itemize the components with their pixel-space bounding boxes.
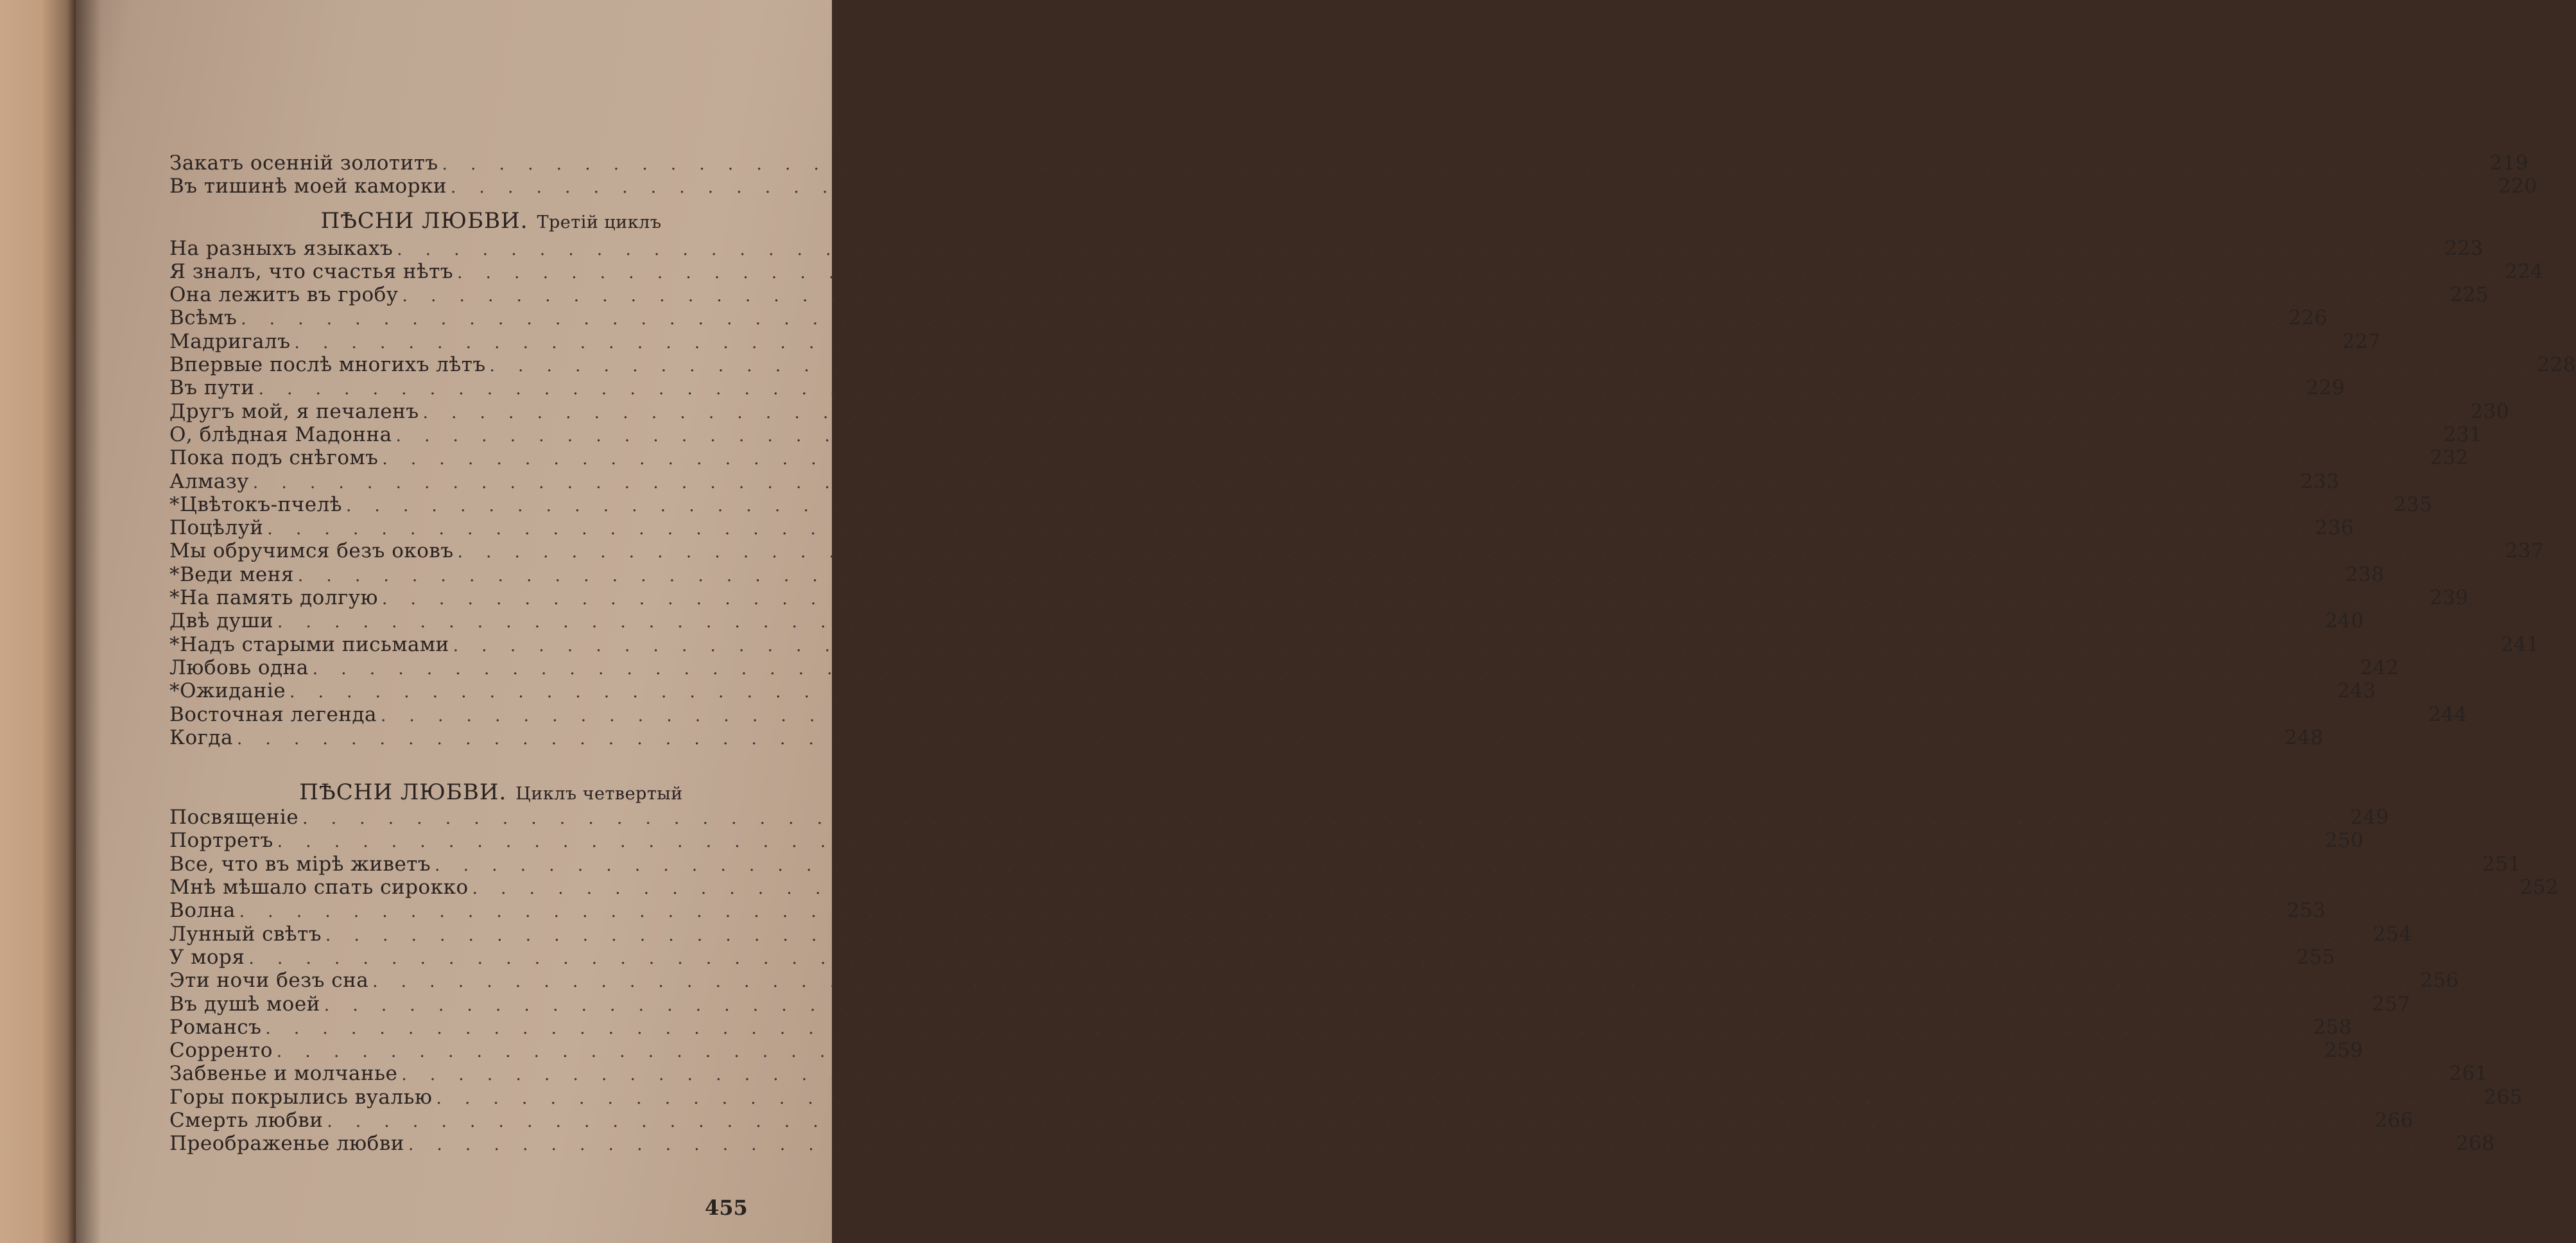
entry-title: Портретъ bbox=[169, 829, 273, 853]
entry-title: Двѣ души bbox=[169, 609, 274, 633]
toc-entry bbox=[169, 469, 2340, 493]
dot-leader bbox=[442, 153, 2486, 176]
entry-title: Въ пути bbox=[169, 376, 255, 400]
entry-page: 252 bbox=[2520, 876, 2559, 900]
entry-page: 238 bbox=[2345, 562, 2385, 586]
entry-page: 229 bbox=[2306, 376, 2346, 400]
section-title: ПѢСНИ ЛЮБВИ. bbox=[320, 207, 528, 234]
dot-leader bbox=[472, 877, 2516, 900]
dot-leader bbox=[313, 657, 2356, 681]
dot-leader bbox=[294, 331, 2338, 354]
entry-title: Эти ночи безъ сна bbox=[169, 969, 369, 993]
dot-leader bbox=[241, 308, 2285, 331]
entry-title: Волна bbox=[169, 899, 236, 923]
top-entries bbox=[169, 152, 2537, 198]
toc-entry bbox=[169, 679, 2376, 703]
entry-page: 225 bbox=[2450, 283, 2489, 307]
toc-entry bbox=[169, 1108, 2414, 1132]
entry-title: *Ожиданiе bbox=[169, 679, 286, 703]
toc-entry bbox=[169, 516, 2354, 540]
dot-leader bbox=[324, 994, 2368, 1017]
entry-page: 253 bbox=[2286, 899, 2326, 923]
dot-leader bbox=[325, 924, 2369, 947]
toc-entry bbox=[169, 283, 2489, 307]
dot-leader bbox=[381, 704, 2425, 727]
section4-entries bbox=[169, 806, 2559, 1156]
entry-page: 232 bbox=[2430, 446, 2469, 470]
entry-page: 237 bbox=[2505, 539, 2545, 563]
toc-entry bbox=[169, 376, 2346, 400]
toc-entry bbox=[169, 1062, 2488, 1086]
dot-leader bbox=[290, 681, 2333, 704]
toc-entry bbox=[169, 562, 2385, 586]
dot-leader bbox=[253, 471, 2297, 494]
dot-leader bbox=[277, 830, 2321, 853]
toc-entry bbox=[169, 899, 2326, 923]
toc-entry bbox=[169, 1085, 2523, 1109]
dot-leader bbox=[237, 727, 2281, 751]
entry-title: Романсъ bbox=[169, 1015, 262, 1039]
entry-title: Посвященiе bbox=[169, 806, 299, 830]
left-page-edge bbox=[0, 0, 76, 1243]
section-heading bbox=[169, 205, 838, 237]
dot-leader bbox=[267, 517, 2311, 541]
entry-title: Преображенье любви bbox=[169, 1132, 404, 1156]
entry-title: *Надъ старыми письмами bbox=[169, 632, 449, 656]
toc-entry bbox=[169, 992, 2411, 1016]
dot-leader bbox=[265, 1017, 2309, 1040]
dot-leader bbox=[346, 494, 2390, 517]
entry-page: 228 bbox=[2537, 353, 2576, 377]
entry-page: 226 bbox=[2288, 306, 2328, 330]
entry-title: Горы покрылись вуалью bbox=[169, 1085, 433, 1109]
dot-leader bbox=[302, 807, 2346, 830]
toc-entry bbox=[169, 586, 2469, 610]
entry-page: 259 bbox=[2324, 1039, 2364, 1063]
entry-title: Поцѣлуй bbox=[169, 516, 264, 540]
dot-leader bbox=[277, 611, 2321, 634]
entry-page: 257 bbox=[2371, 992, 2411, 1016]
entry-page: 266 bbox=[2374, 1108, 2414, 1132]
dot-leader bbox=[298, 564, 2342, 587]
book-page bbox=[76, 0, 2576, 1243]
toc-entry bbox=[169, 259, 2544, 283]
toc-entry bbox=[169, 922, 2412, 946]
toc-entry bbox=[169, 539, 2545, 563]
dot-leader bbox=[402, 284, 2446, 308]
entry-title: Забвенье и молчанье bbox=[169, 1062, 398, 1086]
toc-entry bbox=[169, 175, 2537, 198]
toc-entry bbox=[169, 806, 2389, 830]
section3-entries bbox=[169, 236, 2576, 750]
dot-leader bbox=[372, 970, 2416, 993]
toc-entry bbox=[169, 492, 2433, 516]
dot-leader bbox=[457, 261, 2501, 284]
dot-leader bbox=[408, 1133, 2452, 1156]
entry-title: У моря bbox=[169, 945, 245, 969]
entry-page: 249 bbox=[2350, 806, 2389, 830]
toc-entry bbox=[169, 852, 2521, 876]
toc-entry bbox=[169, 945, 2335, 969]
entry-page: 233 bbox=[2300, 469, 2340, 493]
entry-title: Любовь одна bbox=[169, 656, 309, 679]
entry-title: Въ душѣ моей bbox=[169, 992, 320, 1016]
toc-entry bbox=[169, 1132, 2495, 1156]
dot-leader bbox=[248, 947, 2292, 970]
section-heading bbox=[169, 776, 838, 808]
entry-page: 230 bbox=[2470, 399, 2510, 423]
dot-leader bbox=[436, 1087, 2480, 1110]
dot-leader bbox=[458, 541, 2502, 564]
entry-page: 220 bbox=[2498, 175, 2537, 198]
toc-entry bbox=[169, 306, 2328, 330]
toc-entry bbox=[169, 969, 2459, 993]
entry-title: Она лежитъ въ гробу bbox=[169, 283, 399, 307]
dot-leader bbox=[259, 378, 2303, 401]
toc-entry bbox=[169, 726, 2324, 749]
dot-leader bbox=[401, 1063, 2445, 1086]
entry-page: 248 bbox=[2284, 726, 2324, 749]
entry-title: *Веди меня bbox=[169, 562, 294, 586]
table-of-contents bbox=[169, 152, 2576, 1156]
dot-leader bbox=[451, 176, 2494, 199]
entry-page: 231 bbox=[2443, 422, 2483, 446]
entry-page: 219 bbox=[2489, 152, 2529, 175]
section-subtitle: Циклъ четвертый bbox=[515, 784, 683, 804]
entry-title: Лунный свѣтъ bbox=[169, 922, 322, 946]
entry-title: Мнѣ мѣшало спать сирокко bbox=[169, 876, 469, 900]
entry-title: Смерть любви bbox=[169, 1108, 324, 1132]
entry-title: Другъ мой, я печаленъ bbox=[169, 399, 419, 423]
entry-page: 243 bbox=[2337, 679, 2376, 703]
entry-title: Все, что въ мiрѣ живетъ bbox=[169, 852, 431, 876]
dot-leader bbox=[397, 238, 2441, 261]
section-subtitle: Третiй циклъ bbox=[537, 212, 662, 232]
toc-entry bbox=[169, 609, 2364, 633]
dot-leader bbox=[277, 1040, 2321, 1063]
dot-leader bbox=[423, 401, 2467, 424]
entry-title: *Цвѣтокъ-пчелѣ bbox=[169, 492, 342, 516]
dot-leader bbox=[382, 448, 2426, 471]
entry-page: 241 bbox=[2500, 632, 2540, 656]
dot-leader bbox=[327, 1110, 2371, 1133]
page-number: 455 bbox=[705, 1195, 748, 1220]
dot-leader bbox=[453, 634, 2497, 657]
entry-title: Восточная легенда bbox=[169, 702, 377, 726]
entry-page: 242 bbox=[2360, 656, 2399, 679]
entry-page: 240 bbox=[2324, 609, 2364, 633]
entry-title: Алмазу bbox=[169, 469, 249, 493]
entry-page: 224 bbox=[2504, 259, 2544, 283]
entry-title: На разныхъ языкахъ bbox=[169, 236, 393, 260]
entry-page: 227 bbox=[2342, 329, 2381, 353]
dot-leader bbox=[396, 424, 2440, 448]
entry-page: 239 bbox=[2429, 586, 2469, 610]
entry-page: 223 bbox=[2444, 236, 2484, 260]
toc-entry bbox=[169, 876, 2559, 900]
entry-page: 235 bbox=[2393, 492, 2433, 516]
entry-title: Пока подъ снѣгомъ bbox=[169, 446, 379, 470]
entry-title: О, блѣдная Мадонна bbox=[169, 422, 392, 446]
entry-title: Мадригалъ bbox=[169, 329, 291, 353]
dot-leader bbox=[239, 900, 2283, 923]
toc-entry bbox=[169, 329, 2381, 353]
entry-title: Въ тишинѣ моей каморки bbox=[169, 175, 447, 198]
toc-entry bbox=[169, 1039, 2364, 1063]
toc-entry bbox=[169, 632, 2540, 656]
dot-leader bbox=[382, 587, 2426, 611]
entry-page: 254 bbox=[2373, 922, 2412, 946]
entry-page: 265 bbox=[2484, 1085, 2523, 1109]
entry-page: 236 bbox=[2315, 516, 2354, 540]
entry-page: 261 bbox=[2449, 1062, 2488, 1086]
entry-page: 258 bbox=[2313, 1015, 2352, 1039]
entry-page: 255 bbox=[2296, 945, 2335, 969]
toc-entry bbox=[169, 829, 2364, 853]
section-title: ПѢСНИ ЛЮБВИ. bbox=[299, 779, 507, 806]
entry-page: 244 bbox=[2428, 702, 2468, 726]
toc-entry bbox=[169, 702, 2468, 726]
entry-page: 256 bbox=[2420, 969, 2459, 993]
gutter-shadow bbox=[76, 0, 101, 1243]
entry-page: 268 bbox=[2455, 1132, 2495, 1156]
toc-entry bbox=[169, 1015, 2352, 1039]
dot-leader bbox=[490, 354, 2534, 378]
entry-title: Мы обручимся безъ оковъ bbox=[169, 539, 454, 563]
entry-page: 250 bbox=[2324, 829, 2364, 853]
entry-title: Я зналъ, что счастья нѣтъ bbox=[169, 259, 454, 283]
entry-title: Закатъ осеннiй золотитъ bbox=[169, 152, 438, 175]
entry-title: Всѣмъ bbox=[169, 306, 238, 330]
toc-entry bbox=[169, 656, 2399, 679]
entry-page: 251 bbox=[2482, 852, 2521, 876]
toc-entry bbox=[169, 422, 2483, 446]
toc-entry bbox=[169, 446, 2469, 470]
entry-title: *На память долгую bbox=[169, 586, 378, 610]
toc-entry bbox=[169, 152, 2529, 175]
toc-entry bbox=[169, 399, 2510, 423]
entry-title: Впервые послѣ многихъ лѣтъ bbox=[169, 353, 486, 377]
toc-entry bbox=[169, 353, 2576, 377]
toc-entry bbox=[169, 236, 2484, 260]
dot-leader bbox=[435, 854, 2478, 877]
entry-title: Сорренто bbox=[169, 1039, 273, 1063]
entry-title: Когда bbox=[169, 726, 233, 749]
